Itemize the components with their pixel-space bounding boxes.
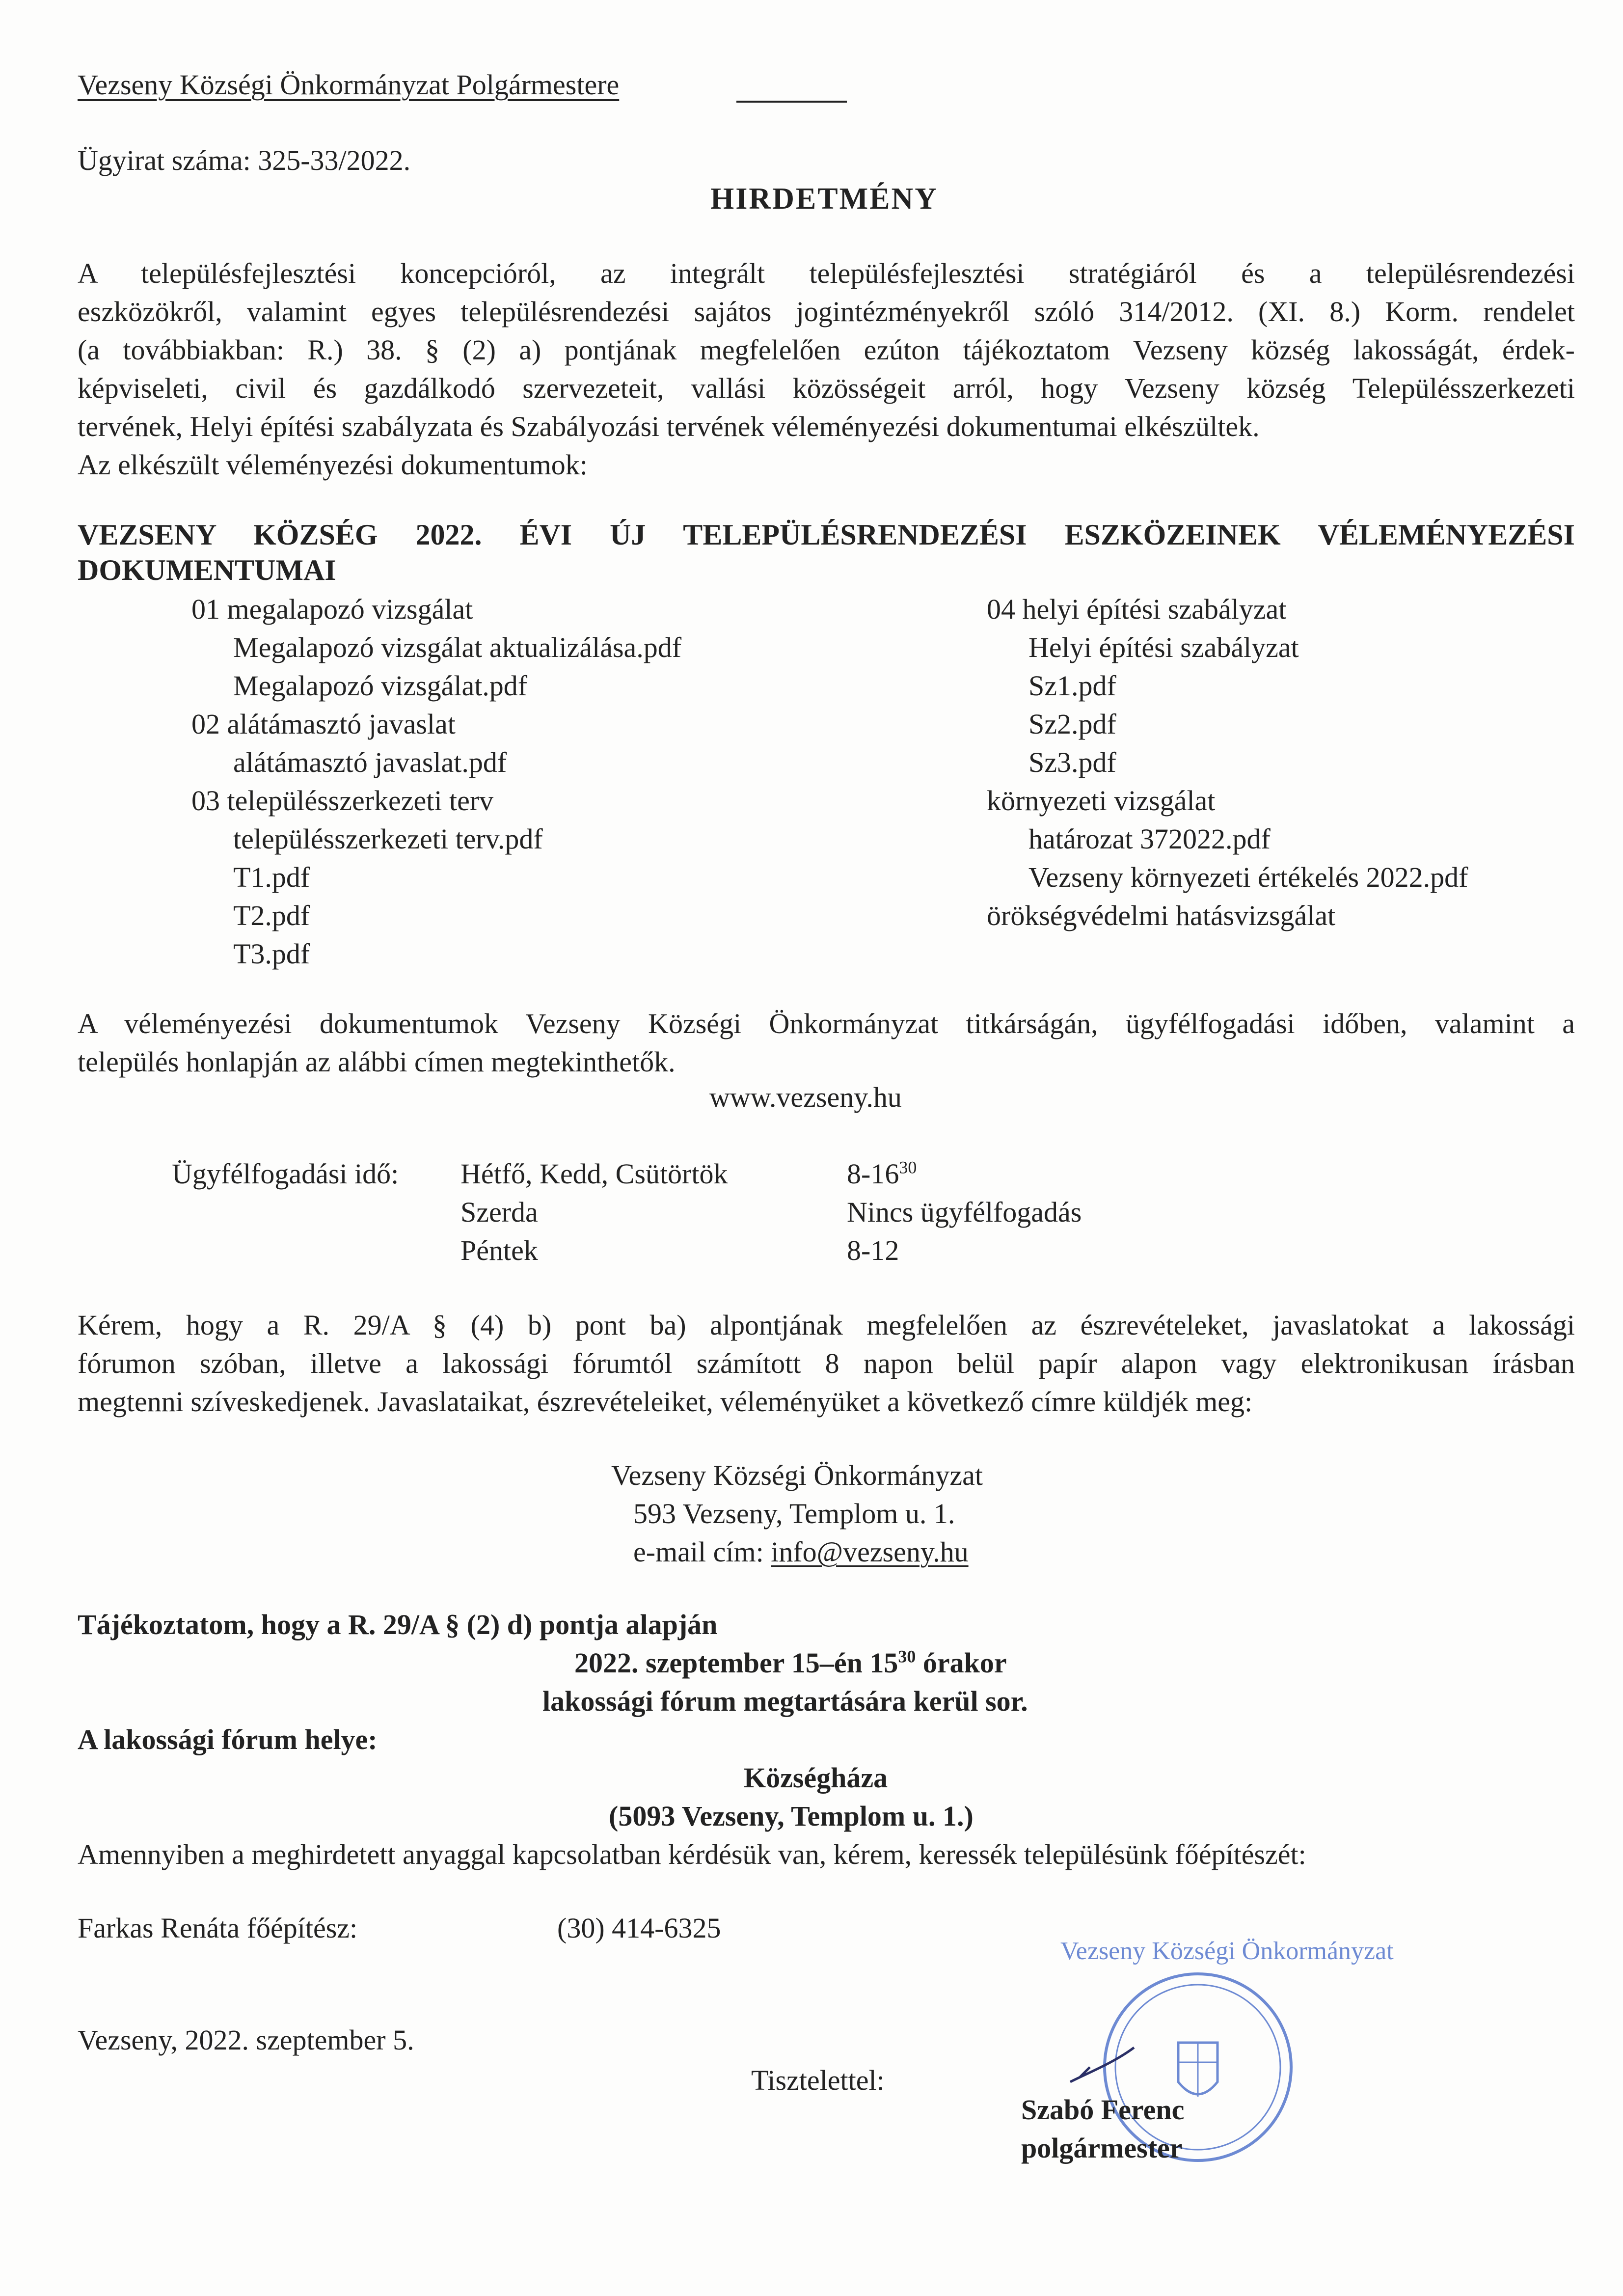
intro-line-5: tervének, Helyi építési szabályzata és Szabályozási tervének véleményezési dokumentumai elkészültek.: [78, 410, 1260, 442]
case-number: Ügyirat száma: 325-33/2022.: [78, 144, 411, 176]
intro-last-line: Az elkészült véleményezési dokumentumok:: [78, 449, 588, 481]
address-email-line: [633, 1533, 969, 1571]
doc-file: T1.pdf: [233, 861, 310, 893]
comments-line-2: fórumon szóban, illetve a lakossági fórumtól számított 8 napon belül papír alapon vagy elektronikusan írásban: [78, 1347, 1575, 1379]
forum-place-label: A lakossági fórum helye:: [78, 1723, 378, 1755]
doc-file: Megalapozó vizsgálat.pdf: [233, 670, 528, 702]
comments-last-line: megtenni szíveskedjenek. Javaslataikat, észrevételeiket, véleményüket a következő címre küldjék meg:: [78, 1386, 1253, 1418]
forum-intro: Tájékoztatom, hogy a R. 29/A § (2) d) pontja alapján: [78, 1609, 718, 1640]
availability-line-2: település honlapján az alábbi címen megtekinthetők.: [78, 1046, 676, 1078]
doc-file: T3.pdf: [233, 938, 310, 970]
forum-statement: lakossági fórum megtartására kerül sor.: [542, 1685, 1028, 1717]
website: www.vezseny.hu: [709, 1081, 902, 1113]
signature-stroke: [1070, 2048, 1134, 2082]
forum-date: 2022. szeptember 15–én $15^{30}$ órakor: [574, 1646, 1007, 1679]
doc-file: Sz3.pdf: [1028, 746, 1116, 778]
doc-folder-02: 02 alátámasztó javaslat: [191, 708, 456, 740]
office-hours-days: Péntek: [460, 1234, 538, 1266]
office-hours-hours: $8-16^{30}$: [847, 1157, 917, 1190]
greeting: Tisztelettel:: [751, 2064, 885, 2096]
header-underline: [736, 101, 847, 103]
email-link[interactable]: info@vezseny.hu: [771, 1536, 969, 1568]
address-street: 593 Vezseny, Templom u. 1.: [633, 1498, 955, 1530]
doc-file: Sz1.pdf: [1028, 670, 1116, 702]
doc-file: Sz2.pdf: [1028, 708, 1116, 740]
intro-line-4: képviseleti, civil és gazdálkodó szervezeteit, vallási közösségeit arról, hogy Vezseny község Településszerkezeti: [78, 372, 1575, 404]
doc-file: alátámasztó javaslat.pdf: [233, 746, 507, 778]
signer-title: polgármester: [1021, 2132, 1183, 2164]
signer-name: Szabó Ferenc: [1021, 2094, 1185, 2126]
contact-question: Amennyiben a meghirdetett anyaggal kapcsolatban kérdésük van, kérem, keressék településünk főépítészét:: [78, 1838, 1306, 1870]
intro-line-3: (a továbbiakban: R.) 38. § (2) a) pontjának megfelelően ezúton tájékoztatom Vezseny község lakosságát, érdek-: [78, 334, 1575, 366]
forum-place: Községháza: [744, 1762, 888, 1794]
address-org: Vezseny Községi Önkormányzat: [611, 1459, 983, 1491]
doc-folder-environment: környezeti vizsgálat: [987, 785, 1216, 817]
doc-folder-04: 04 helyi építési szabályzat: [987, 593, 1287, 625]
documents-heading-line-2: DOKUMENTUMAI: [78, 554, 336, 586]
place-date: Vezseny, 2022. szeptember 5.: [78, 2024, 414, 2056]
forum-place-address: (5093 Vezseny, Templom u. 1.): [609, 1800, 974, 1832]
doc-file: Helyi építési szabályzat: [1028, 631, 1299, 663]
stamp-text: Vezseny Községi Önkormányzat: [1060, 1937, 1394, 1965]
architect-phone: (30) 414-6325: [557, 1912, 721, 1944]
email-label: e-mail cím:: [633, 1536, 771, 1568]
office-header: Vezseny Községi Önkormányzat Polgármestere: [78, 69, 620, 101]
document-title: HIRDETMÉNY: [710, 182, 939, 216]
documents-heading-line-1: VEZSENY KÖZSÉG 2022. ÉVI ÚJ TELEPÜLÉSRENDEZÉSI ESZKÖZEINEK VÉLEMÉNYEZÉSI: [78, 519, 1575, 551]
intro-line-2: eszközökről, valamint egyes településrendezési sajátos jogintézményekről szóló 314/2012. (XI. 8.) Korm. rendelet: [78, 296, 1575, 328]
doc-file: T2.pdf: [233, 900, 310, 931]
doc-file: településszerkezeti terv.pdf: [233, 823, 543, 855]
doc-folder-03: 03 településszerkezeti terv: [191, 785, 494, 817]
office-hours-hours: Nincs ügyfélfogadás: [847, 1196, 1082, 1228]
office-hours-hours: 8-12: [847, 1234, 899, 1266]
availability-line-1: A véleményezési dokumentumok Vezseny Községi Önkormányzat titkárságán, ügyfélfogadási időben, valamint a: [78, 1008, 1575, 1039]
doc-file: Megalapozó vizsgálat aktualizálása.pdf: [233, 631, 682, 663]
office-hours-label: Ügyfélfogadási idő:: [172, 1158, 399, 1190]
doc-folder-01: 01 megalapozó vizsgálat: [191, 593, 473, 625]
doc-file: Vezseny környezeti értékelés 2022.pdf: [1028, 861, 1468, 893]
architect-label: Farkas Renáta főépítész:: [78, 1912, 358, 1944]
intro-line-1: A településfejlesztési koncepcióról, az integrált településfejlesztési stratégiáról és a településrendezési: [78, 257, 1575, 289]
doc-folder-heritage: örökségvédelmi hatásvizsgálat: [987, 900, 1336, 931]
office-hours-days: Hétfő, Kedd, Csütörtök: [460, 1158, 728, 1190]
office-hours-days: Szerda: [460, 1196, 538, 1228]
comments-line-1: Kérem, hogy a R. 29/A § (4) b) pont ba) alpontjának megfelelően az észrevételeket, javaslatokat a lakossági: [78, 1309, 1575, 1341]
doc-file: határozat 372022.pdf: [1028, 823, 1271, 855]
